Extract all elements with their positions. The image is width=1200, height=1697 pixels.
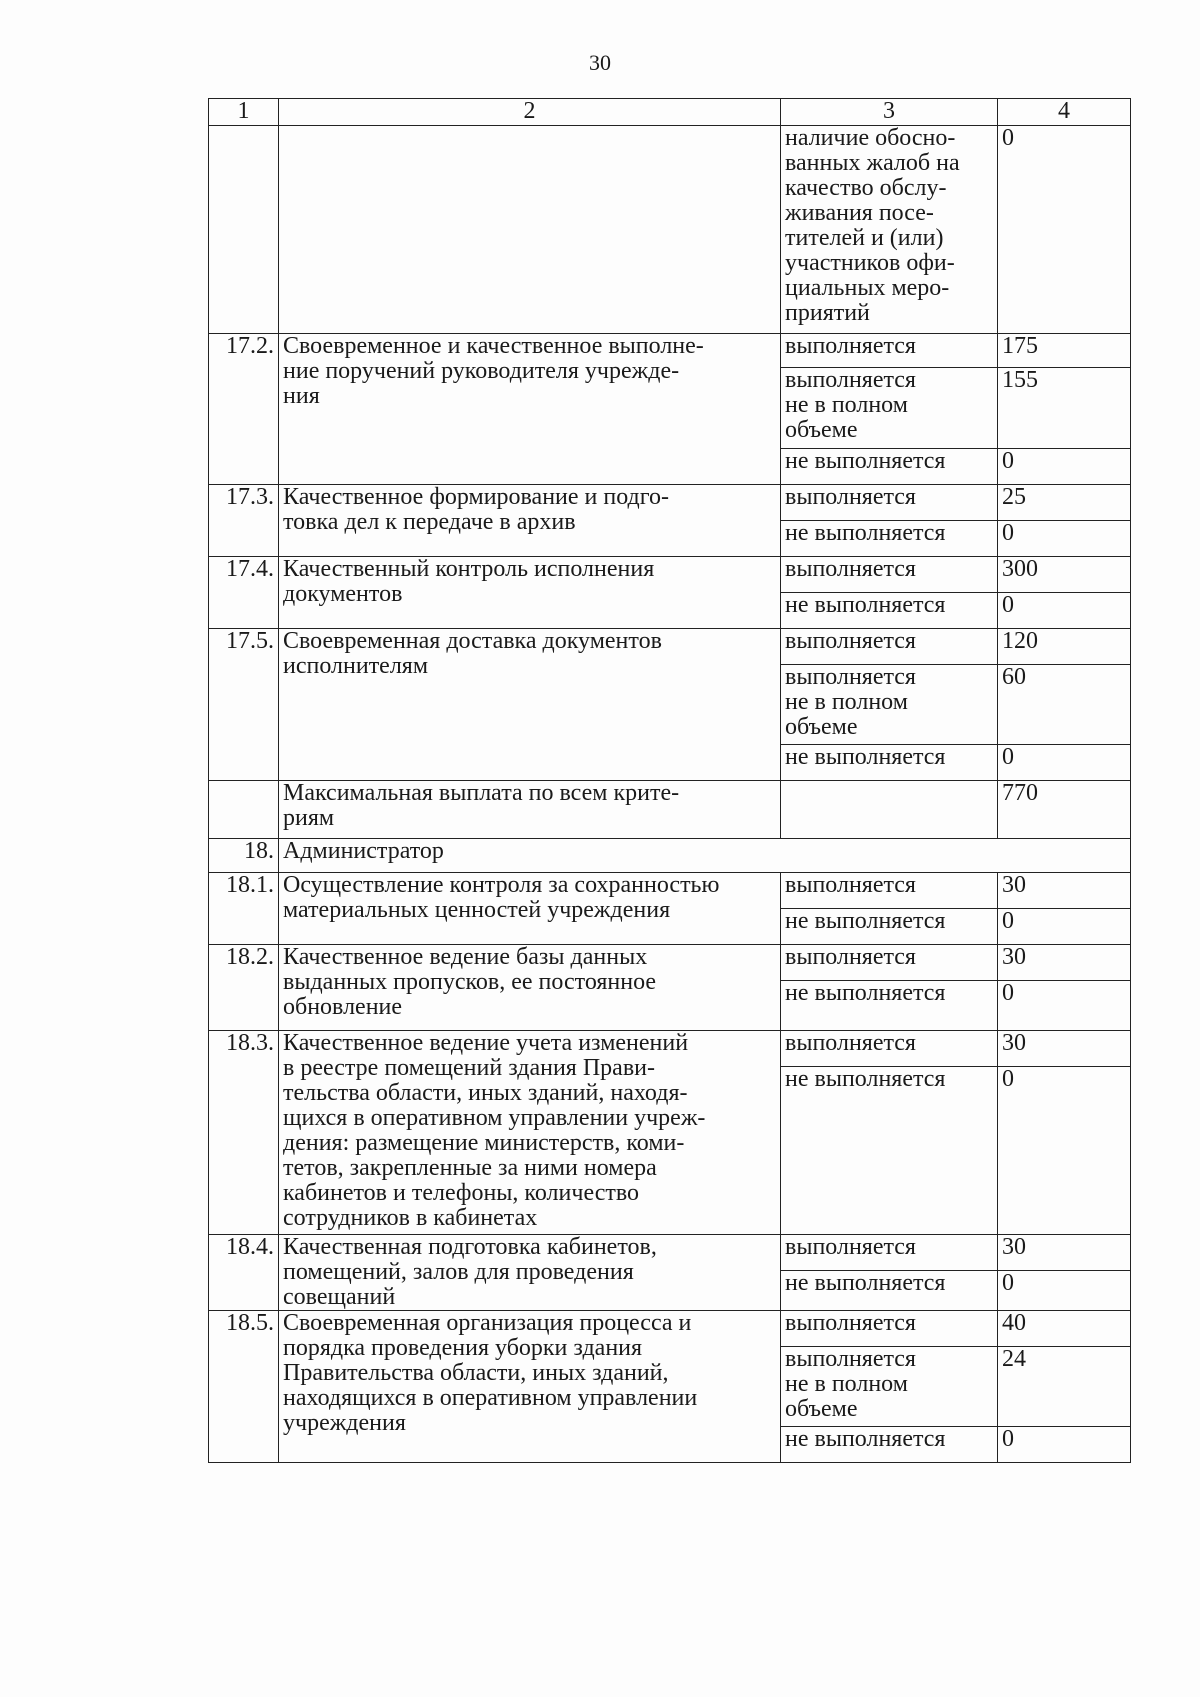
status-text: выполняется	[781, 629, 998, 665]
status-text: не выполняется	[781, 449, 998, 485]
points-value: 155	[998, 368, 1131, 449]
criteria-table	[208, 98, 1131, 1463]
points-value: 0	[998, 126, 1131, 334]
criterion-text: Качественное ведение учета изменений в реестре помещений здания Прави- тельства области, иных зданий, находя- щихся в оперативном управлении учреж- дения: размещение министерств, коми- тетов, закрепленные за ними номера кабинетов и телефоны, количество сотрудников в кабинетах	[279, 1031, 781, 1235]
row-number: 17.5.	[209, 629, 279, 781]
status-text: выполняется	[781, 1031, 998, 1067]
status-text: выполняется не в полном объеме	[781, 665, 998, 745]
criterion-text: Своевременная организация процесса и порядка проведения уборки здания Правительства области, иных зданий, находящихся в оперативном управлении учреждения	[279, 1311, 781, 1463]
table-row	[209, 629, 1131, 665]
status-text: выполняется	[781, 557, 998, 593]
table-row	[209, 126, 1131, 334]
row-number: 17.2.	[209, 334, 279, 485]
section-number: 18.	[209, 839, 279, 873]
status-text: наличие обосно- ванных жалоб на качество обслу- живания посе- тителей и (или) участников офи- циальных меро- приятий	[781, 126, 998, 334]
row-number: 17.4.	[209, 557, 279, 629]
table-row	[209, 557, 1131, 593]
criterion-text	[279, 126, 781, 334]
points-value: 120	[998, 629, 1131, 665]
table-row	[209, 1311, 1131, 1347]
table-row	[209, 334, 1131, 368]
table-row	[209, 1031, 1131, 1067]
points-value: 0	[998, 981, 1131, 1031]
status-text: выполняется не в полном объеме	[781, 368, 998, 449]
criterion-text: Качественное формирование и подго- товка дел к передаче в архив	[279, 485, 781, 557]
points-value: 175	[998, 334, 1131, 368]
column-header: 4	[998, 99, 1131, 126]
status-text: выполняется	[781, 945, 998, 981]
points-value: 300	[998, 557, 1131, 593]
max-payment-value: 770	[998, 781, 1131, 839]
status-text: не выполняется	[781, 981, 998, 1031]
points-value: 24	[998, 1347, 1131, 1427]
row-number: 18.3.	[209, 1031, 279, 1235]
header-row	[209, 99, 1131, 126]
criterion-text: Осуществление контроля за сохранностью материальных ценностей учреждения	[279, 873, 781, 945]
status-text: не выполняется	[781, 521, 998, 557]
points-value: 60	[998, 665, 1131, 745]
criteria-table-body	[209, 99, 1131, 1463]
table-row	[209, 945, 1131, 981]
row-number: 17.3.	[209, 485, 279, 557]
row-number: 18.1.	[209, 873, 279, 945]
column-header: 2	[279, 99, 781, 126]
max-payment-row	[209, 781, 1131, 839]
status-text: выполняется	[781, 1311, 998, 1347]
status-text: не выполняется	[781, 1427, 998, 1463]
points-value: 30	[998, 1235, 1131, 1271]
row-number	[209, 781, 279, 839]
column-header: 1	[209, 99, 279, 126]
table-row	[209, 873, 1131, 909]
points-value: 30	[998, 1031, 1131, 1067]
row-number	[209, 126, 279, 334]
status-text: не выполняется	[781, 909, 998, 945]
status-text: не выполняется	[781, 1067, 998, 1235]
row-number: 18.5.	[209, 1311, 279, 1463]
points-value: 0	[998, 593, 1131, 629]
points-value: 30	[998, 873, 1131, 909]
page-number: 30	[589, 50, 611, 75]
column-header: 3	[781, 99, 998, 126]
criterion-text: Качественное ведение базы данных выданных пропусков, ее постоянное обновление	[279, 945, 781, 1031]
criterion-text: Своевременная доставка документов исполнителям	[279, 629, 781, 781]
table-row	[209, 485, 1131, 521]
status-text: не выполняется	[781, 745, 998, 781]
points-value: 0	[998, 521, 1131, 557]
points-value: 25	[998, 485, 1131, 521]
criterion-text: Качественный контроль исполнения документов	[279, 557, 781, 629]
points-value: 0	[998, 909, 1131, 945]
points-value: 30	[998, 945, 1131, 981]
status-text	[781, 781, 998, 839]
max-payment-label: Максимальная выплата по всем крите- риям	[279, 781, 781, 839]
row-number: 18.4.	[209, 1235, 279, 1311]
criterion-text: Качественная подготовка кабинетов, помещений, залов для проведения совещаний	[279, 1235, 781, 1311]
points-value: 40	[998, 1311, 1131, 1347]
points-value: 0	[998, 449, 1131, 485]
status-text: не выполняется	[781, 593, 998, 629]
points-value: 0	[998, 745, 1131, 781]
status-text: выполняется	[781, 1235, 998, 1271]
criterion-text: Своевременное и качественное выполне- ние поручений руководителя учрежде- ния	[279, 334, 781, 485]
status-text: выполняется не в полном объеме	[781, 1347, 998, 1427]
points-value: 0	[998, 1271, 1131, 1311]
row-number: 18.2.	[209, 945, 279, 1031]
status-text: выполняется	[781, 873, 998, 909]
table-row	[209, 1235, 1131, 1271]
section-row	[209, 839, 1131, 873]
points-value: 0	[998, 1067, 1131, 1235]
section-title: Администратор	[279, 839, 1131, 873]
points-value: 0	[998, 1427, 1131, 1463]
status-text: не выполняется	[781, 1271, 998, 1311]
status-text: выполняется	[781, 485, 998, 521]
status-text: выполняется	[781, 334, 998, 368]
